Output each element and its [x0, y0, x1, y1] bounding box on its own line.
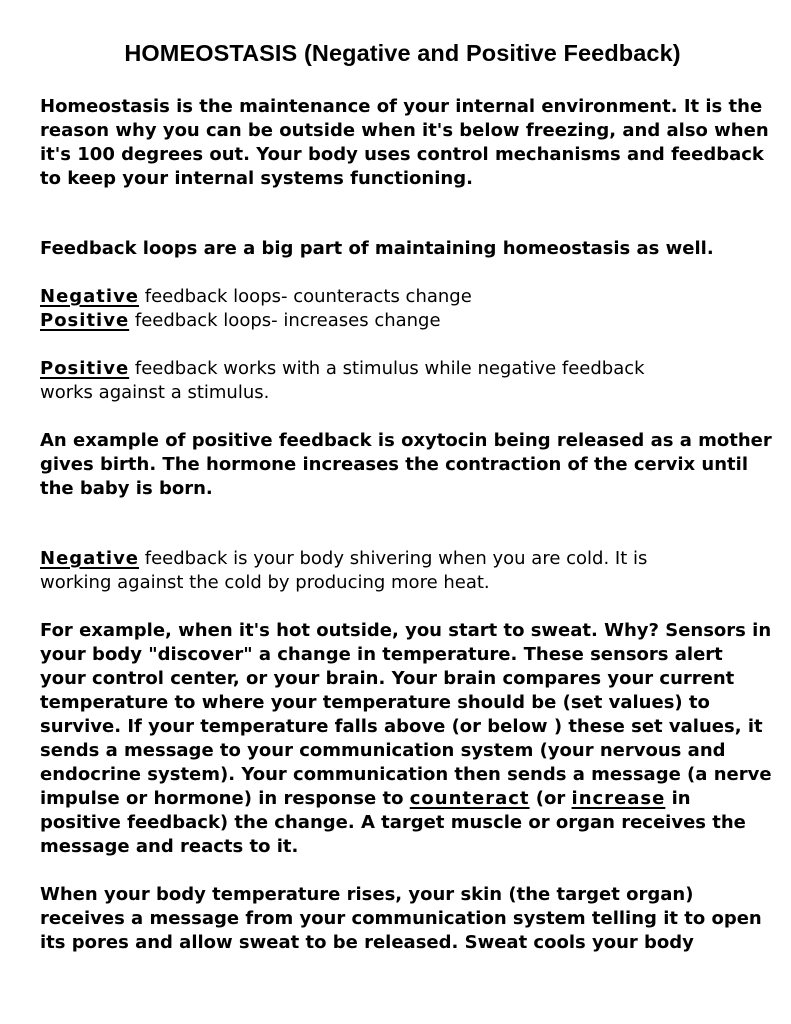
sweat-example-line: sends a message to your communication system (your nervous and [40, 740, 726, 761]
intro-line: it's 100 degrees out. Your body uses control mechanisms and feedback [40, 144, 764, 165]
negative-example-line: working against the cold by producing more heat. [40, 572, 490, 593]
sweat-example-line: temperature to where your temperature should be (set values) to [40, 692, 710, 713]
page-title: HOMEOSTASIS (Negative and Positive Feedback) [124, 40, 681, 66]
spacer [40, 333, 765, 357]
sweat-example-paragraph [40, 619, 772, 859]
closing-paragraph [40, 883, 765, 955]
closing-line: receives a message from your communication system telling it to open [40, 908, 762, 929]
spacer [40, 595, 765, 619]
sweat-example-line: your body "discover" a change in temperature. These sensors alert [40, 644, 723, 665]
intro-paragraph [40, 95, 769, 191]
negative-example-line [40, 547, 765, 571]
sweat-example-line: your control center, or your brain. Your brain compares your current [40, 668, 735, 689]
spacer [40, 191, 765, 237]
intro-line: to keep your internal systems functioning. [40, 168, 473, 189]
positive-example-line: An example of positive feedback is oxytocin being released as a mother [40, 430, 772, 451]
spacer [40, 859, 765, 883]
positive-definition-text: feedback loops- increases change [129, 310, 441, 331]
stimulus-line: works against a stimulus. [40, 382, 270, 403]
document-page [40, 40, 772, 955]
spacer [40, 405, 765, 429]
stimulus-paragraph [40, 357, 765, 405]
increase-term: increase [571, 788, 666, 809]
negative-definition-text: feedback loops- counteracts change [139, 286, 472, 307]
sweat-example-line: survive. If your temperature falls above (or below ) these set values, it [40, 716, 763, 737]
stimulus-line [40, 357, 765, 381]
sweat-example-text: (or [529, 788, 572, 809]
intro-line: reason why you can be outside when it's below freezing, and also when [40, 120, 769, 141]
negative-example-paragraph [40, 547, 765, 595]
sweat-example-text: impulse or hormone) in response to [40, 788, 410, 809]
positive-term: Positive [40, 310, 130, 331]
closing-line: When your body temperature rises, your skin (the target organ) [40, 884, 694, 905]
stimulus-text: feedback works with a stimulus while negative feedback [129, 358, 645, 379]
spacer [40, 501, 765, 547]
negative-term: Negative [40, 548, 140, 569]
sweat-example-line [40, 787, 765, 811]
positive-example-line: gives birth. The hormone increases the contraction of the cervix until [40, 454, 748, 475]
sweat-example-text: in [665, 788, 691, 809]
feedback-loops-intro: Feedback loops are a big part of maintaining homeostasis as well. [40, 238, 714, 259]
definitions-paragraph [40, 285, 765, 333]
intro-line: Homeostasis is the maintenance of your internal environment. It is the [40, 96, 763, 117]
sweat-example-line: For example, when it's hot outside, you start to sweat. Why? Sensors in [40, 620, 772, 641]
negative-definition [40, 285, 765, 309]
sweat-example-line: positive feedback) the change. A target muscle or organ receives the [40, 812, 746, 833]
counteract-term: counteract [409, 788, 530, 809]
closing-line: its pores and allow sweat to be released. Sweat cools your body [40, 932, 694, 953]
positive-term: Positive [40, 358, 130, 379]
sweat-example-line: message and reacts to it. [40, 836, 299, 857]
sweat-example-line: endocrine system). Your communication then sends a message (a nerve [40, 764, 772, 785]
positive-example-line: the baby is born. [40, 478, 213, 499]
negative-term: Negative [40, 286, 140, 307]
positive-definition [40, 309, 765, 333]
spacer [40, 261, 765, 285]
negative-example-text: feedback is your body shivering when you are cold. It is [139, 548, 648, 569]
positive-example-paragraph [40, 429, 772, 501]
